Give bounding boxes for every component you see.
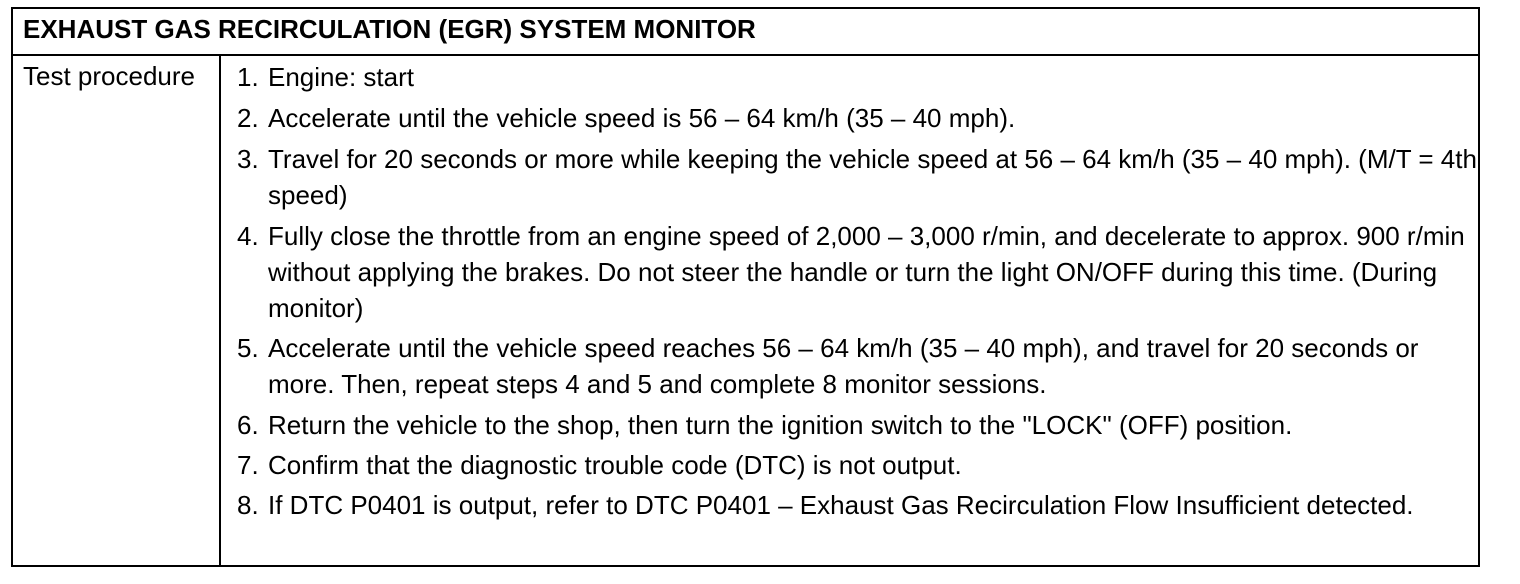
step-text: Accelerate until the vehicle speed reaches 56 – 64 km/h (35 – 40 mph), and travel for 20 seconds or more. Then, repeat steps 4 and 5 and complete 8 monitor sessions.: [268, 333, 1419, 399]
label-cell: [13, 56, 221, 565]
step-number: 5.: [237, 333, 259, 363]
step-text: If DTC P0401 is output, refer to DTC P0401 – Exhaust Gas Recirculation Flow Insufficient detected.: [268, 490, 1414, 520]
procedure-step: [237, 141, 1481, 213]
table-title-row: [13, 9, 1478, 56]
steps-cell: [221, 56, 1478, 565]
step-number: 7.: [237, 450, 259, 480]
step-number: 4.: [237, 221, 259, 251]
step-text: Fully close the throttle from an engine speed of 2,000 – 3,000 r/min, and decelerate to approx. 900 r/min without applying the brakes. Do not steer the handle or turn the light ON/OFF during this time. (During monitor): [268, 221, 1465, 323]
procedure-table: [11, 7, 1480, 567]
step-text: Engine: start: [268, 62, 414, 92]
procedure-step: [237, 330, 1481, 402]
step-number: 6.: [237, 410, 259, 440]
procedure-step: [237, 447, 1481, 483]
procedure-step: [237, 407, 1481, 443]
procedure-step: [237, 100, 1481, 136]
step-text: Travel for 20 seconds or more while keeping the vehicle speed at 56 – 64 km/h (35 – 40 mph). (M/T = 4th speed): [268, 144, 1477, 210]
procedure-step: [237, 59, 1481, 95]
test-procedure-label: Test procedure: [23, 61, 195, 91]
table-title: EXHAUST GAS RECIRCULATION (EGR) SYSTEM MONITOR: [23, 14, 756, 44]
step-text: Confirm that the diagnostic trouble code (DTC) is not output.: [268, 450, 962, 480]
procedure-step: [237, 218, 1481, 326]
step-text: Accelerate until the vehicle speed is 56 – 64 km/h (35 – 40 mph).: [268, 103, 1016, 133]
step-number: 2.: [237, 103, 259, 133]
step-number: 8.: [237, 490, 259, 520]
step-number: 3.: [237, 144, 259, 174]
step-text: Return the vehicle to the shop, then turn the ignition switch to the "LOCK" (OFF) position.: [268, 410, 1293, 440]
step-number: 1.: [237, 62, 259, 92]
procedure-step: [237, 487, 1481, 523]
